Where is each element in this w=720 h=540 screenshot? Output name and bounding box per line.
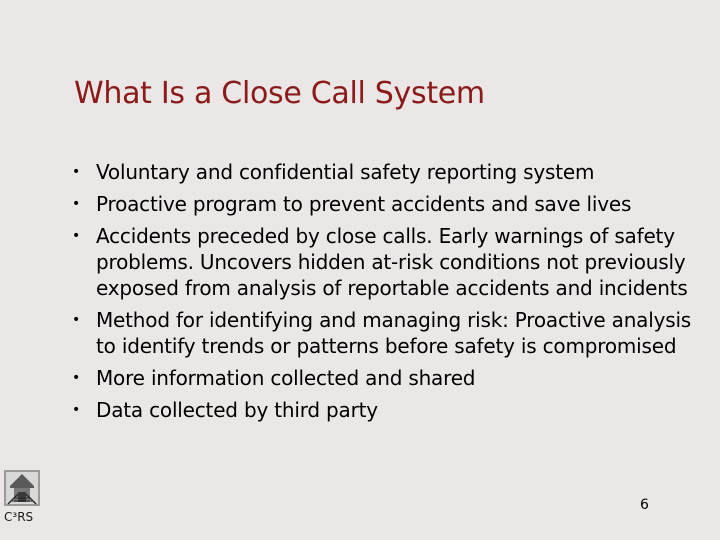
bullet-text: Data collected by third party xyxy=(96,398,378,422)
bullet-item xyxy=(70,223,695,301)
logo-text: C³RS xyxy=(4,510,34,524)
bullet-text: More information collected and shared xyxy=(96,366,476,390)
bullet-item xyxy=(70,365,695,391)
bullet-item xyxy=(70,191,695,217)
bullet-icon: • xyxy=(72,370,81,386)
bullet-text: Method for identifying and managing risk: Proactive analysis to identify trends or patterns before safety is compromised xyxy=(96,308,692,358)
bullet-icon: • xyxy=(72,312,81,328)
c3rs-logo xyxy=(4,470,40,530)
bullet-text: Proactive program to prevent accidents and save lives xyxy=(96,192,632,216)
slide-title: What Is a Close Call System xyxy=(74,76,485,111)
railroad-track-icon xyxy=(4,470,40,506)
bullet-item xyxy=(70,159,695,185)
bullet-icon: • xyxy=(72,402,81,418)
bullet-list xyxy=(70,159,695,429)
page-number: 6 xyxy=(640,497,649,513)
bullet-icon: • xyxy=(72,228,81,244)
bullet-icon: • xyxy=(72,196,81,212)
bullet-text: Accidents preceded by close calls. Early warnings of safety problems. Uncovers hidden at-risk conditions not previously exposed from analysis of reportable accidents and incidents xyxy=(96,224,688,300)
bullet-icon: • xyxy=(72,164,81,180)
bullet-text: Voluntary and confidential safety reporting system xyxy=(96,160,595,184)
bullet-item xyxy=(70,397,695,423)
bullet-item xyxy=(70,307,695,359)
